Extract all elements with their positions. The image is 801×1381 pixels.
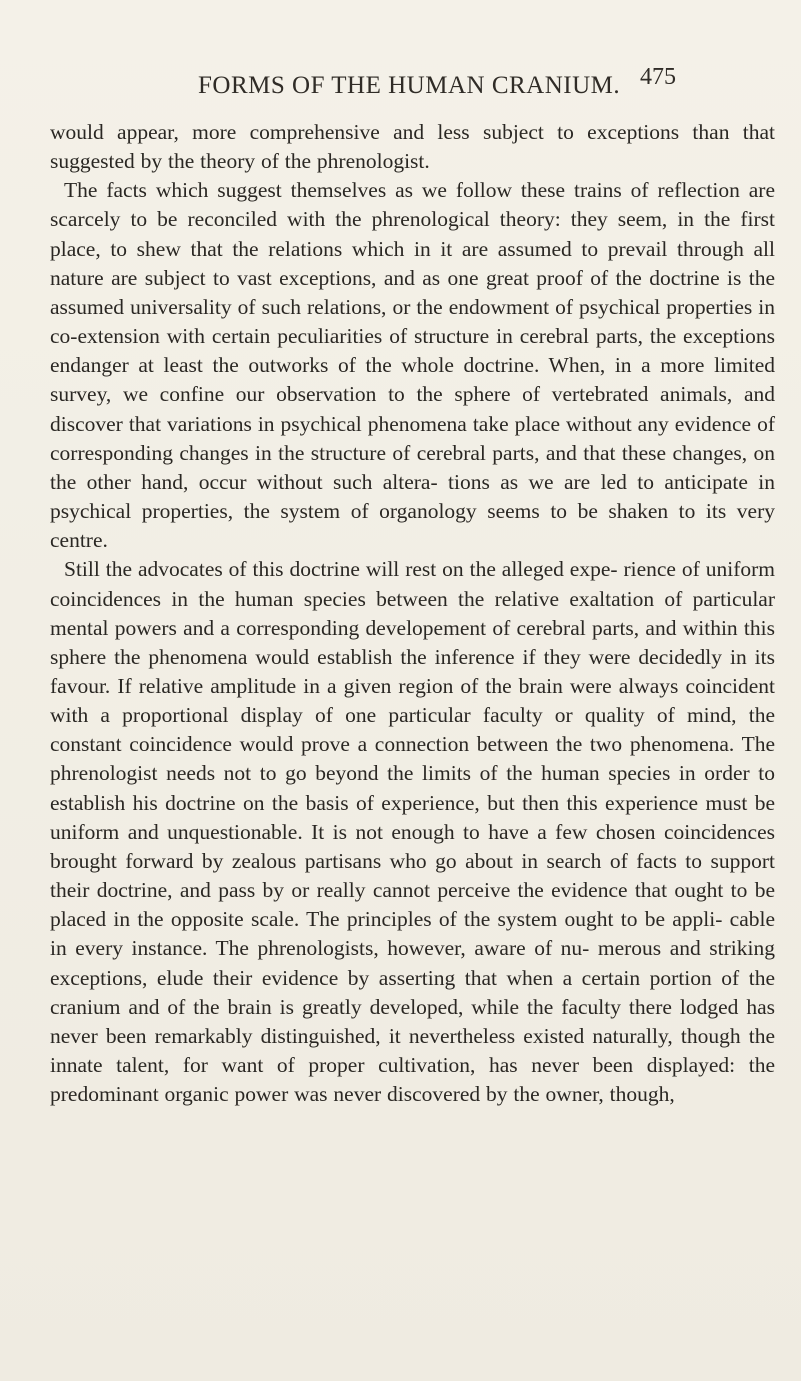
paragraph-continuation: would appear, more comprehensive and less subject to exceptions than that suggested by the theory of the phrenologist. [50,120,775,174]
body-text [50,118,775,1109]
running-head [0,64,801,108]
paragraph-advocates-doctrine: Still the advocates of this doctrine will rest on the alleged expe- rience of uniform coincidences in the human species between the relative exaltation of particular mental powers and a corresponding developement of cerebral parts, and within this sphere the phenomena would establish the inference if they were decidedly in its favour. If relative amplitude in a given region of the brain were always coincident with a proportional display of one particular faculty or quality of mind, the constant coincidence would prove a connection between the two phenomena. The phrenologist needs not to go beyond the limits of the human species in order to establish his doctrine on the basis of experience, but then this experience must be uniform and unquestionable. It is not enough to have a few chosen coincidences brought forward by zealous partisans who go about in search of facts to support their doctrine, and pass by or really cannot perceive the evidence that ought to be placed in the opposite scale. The principles of the system ought to be appli- cable in every instance. The phrenologists, however, aware of nu- merous and striking exceptions, elude their evidence by asserting that when a certain portion of the cranium and of the brain is greatly developed, while the faculty there lodged has never been remarkably distinguished, it nevertheless existed naturally, though the innate talent, for want of proper cultivation, has never been displayed: the predominant organic power was never discovered by the owner, though, [50,557,775,1107]
page-number: 475 [640,64,676,90]
running-title: FORMS OF THE HUMAN CRANIUM. [198,72,621,99]
paragraph-phrenological-theory: The facts which suggest themselves as we follow these trains of reflection are scarcely to be reconciled with the phrenological theory: they seem, in the first place, to shew that the relations which in it are assumed to prevail through all nature are subject to vast exceptions, and as one great proof of the doctrine is the assumed universality of such relations, or the endowment of psychical properties in co-extension with certain peculiarities of structure in cerebral parts, the exceptions endanger at least the outworks of the whole doctrine. When, in a more limited survey, we confine our observation to the sphere of vertebrated animals, and discover that variations in psychical phenomena take place without any evidence of corresponding changes in the structure of cerebral parts, and that these changes, on the other hand, occur without such altera- tions as we are led to anticipate in psychical properties, the system of organology seems to be shaken to its very centre. [50,178,775,553]
